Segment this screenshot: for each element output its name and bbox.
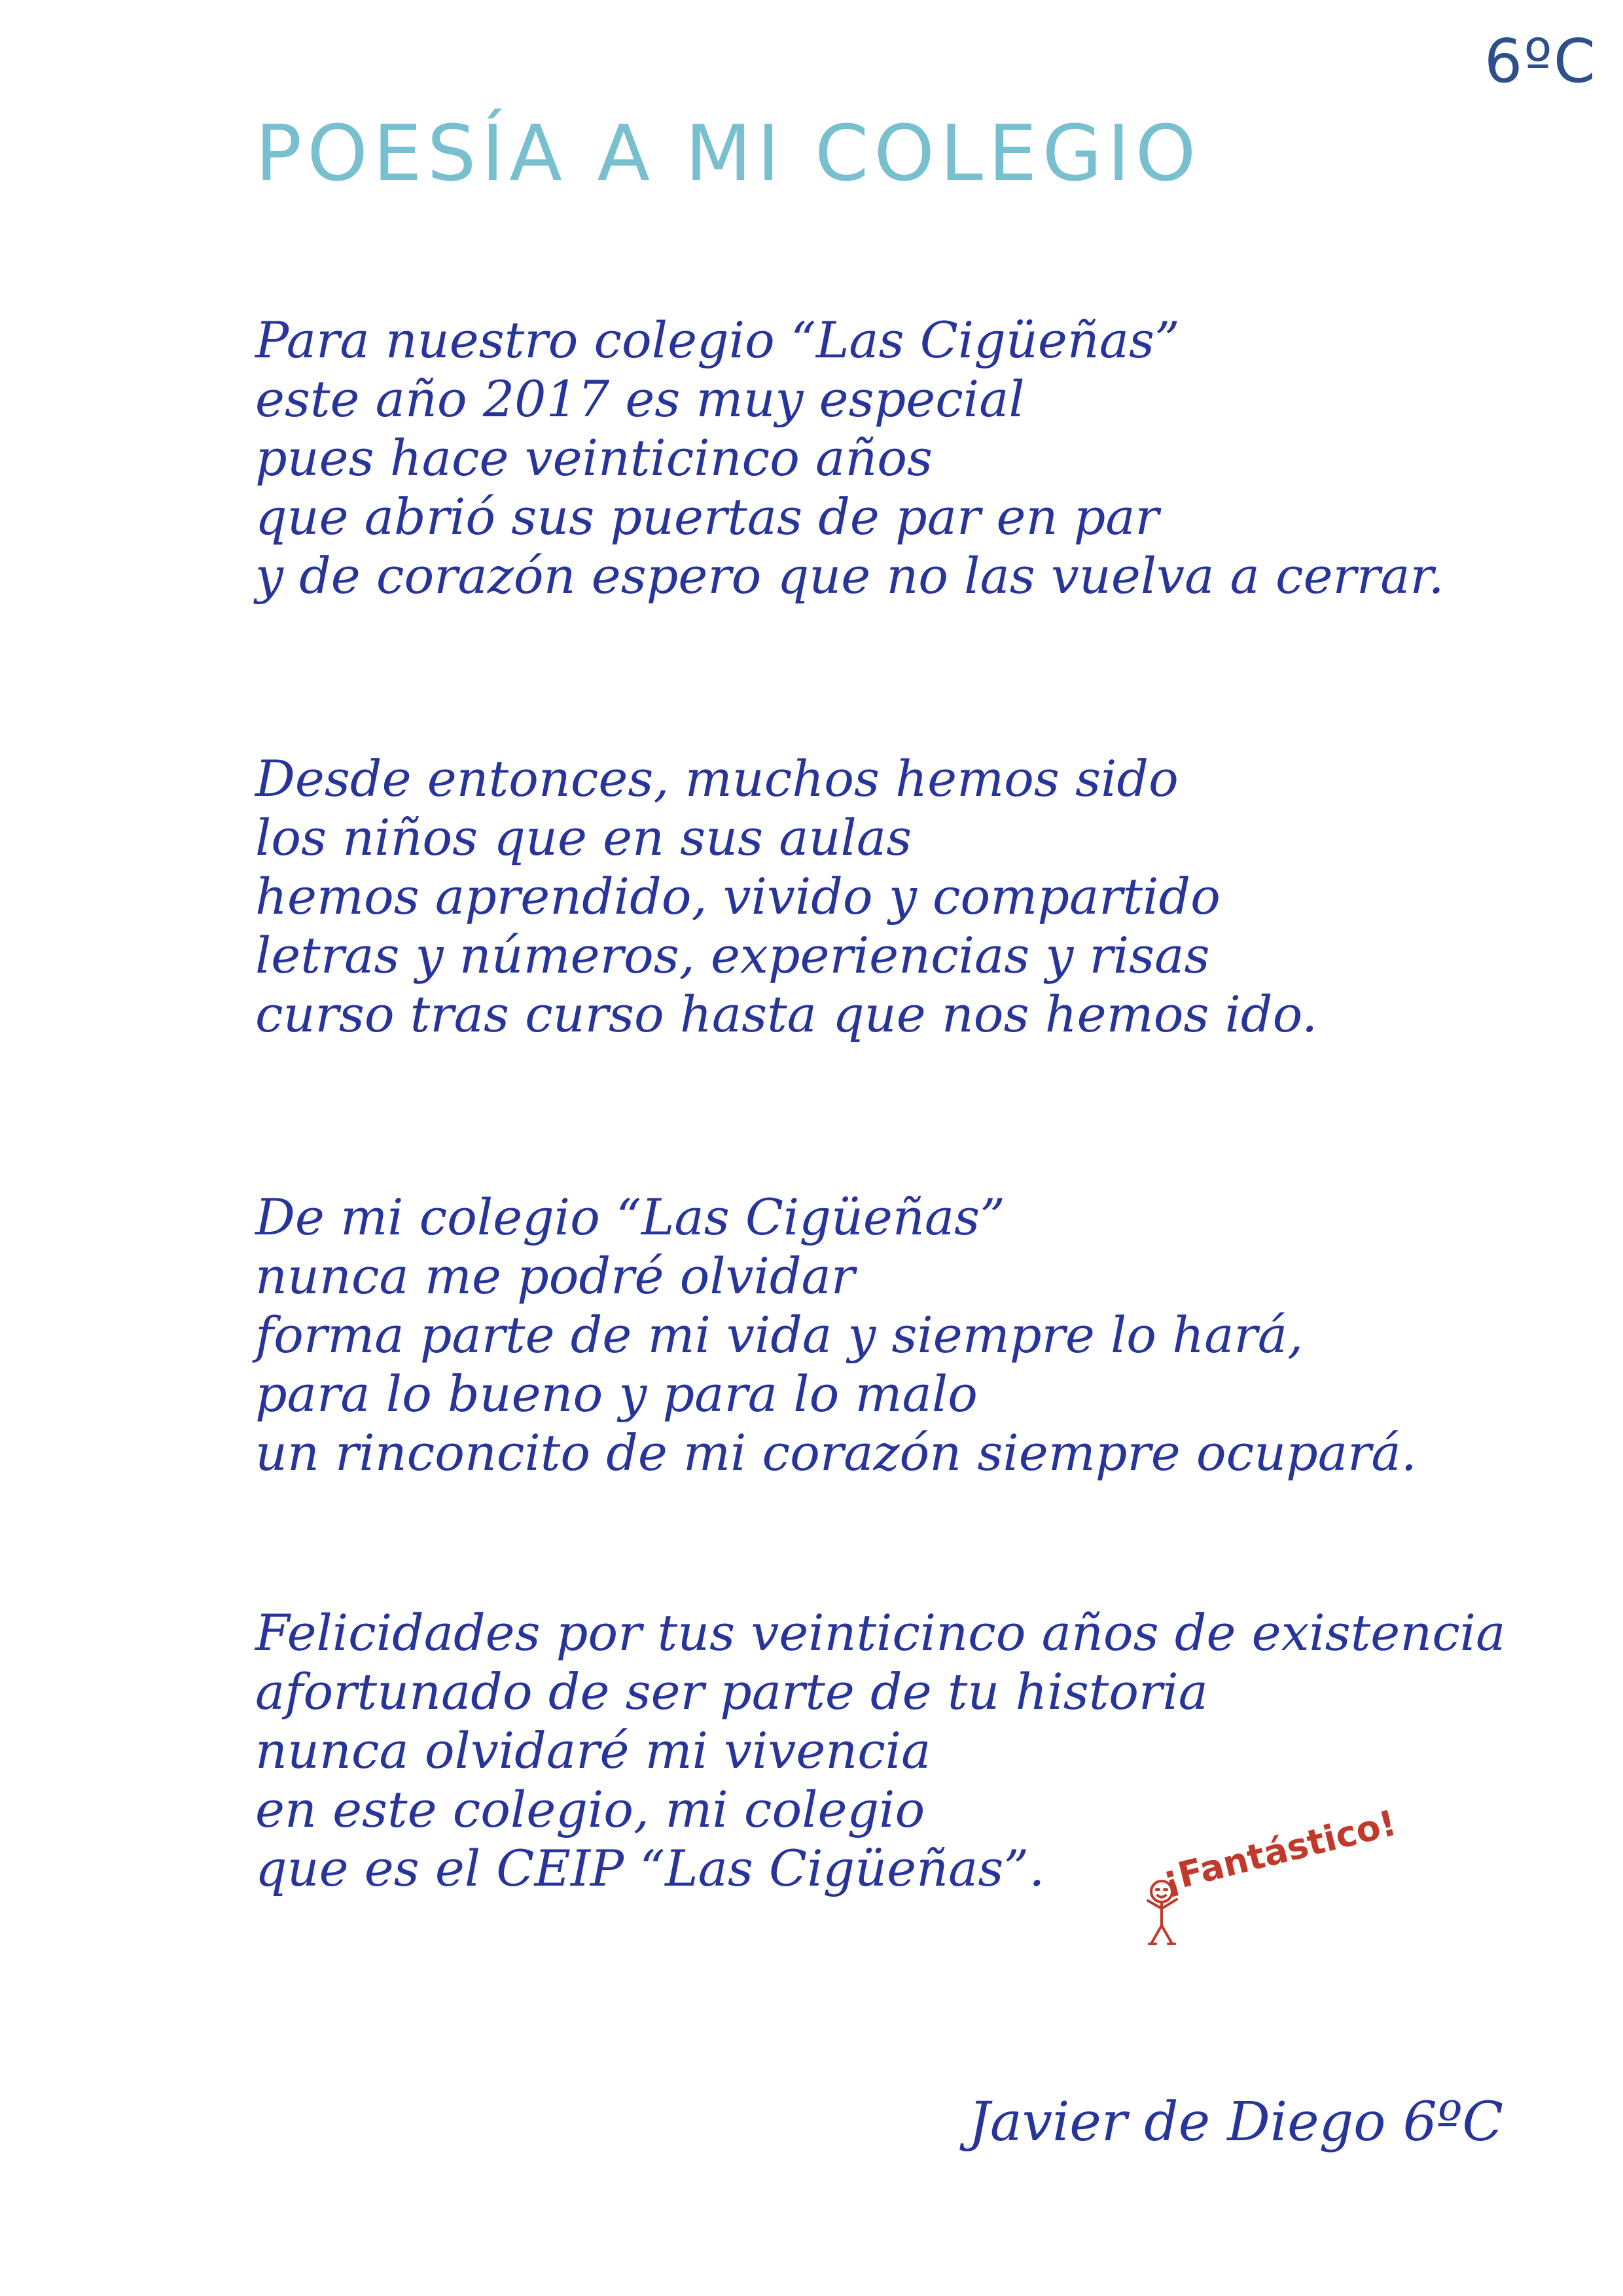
poem-line: para lo bueno y para lo malo xyxy=(255,1365,978,1423)
poem-line: letras y números, experiencias y risas xyxy=(255,926,1210,984)
stamp-text: ¡Fantástico! xyxy=(1158,1802,1400,1900)
poem-line: De mi colegio “Las Cigüeñas” xyxy=(255,1188,1006,1246)
author-signature: Javier de Diego 6ºC xyxy=(969,2091,1504,2153)
stanza-1 xyxy=(255,311,1512,605)
poem-line: en este colegio, mi colegio xyxy=(255,1780,925,1839)
poem-line: Felicidades por tus veinticinco años de existencia xyxy=(255,1604,1506,1662)
fantastico-stamp xyxy=(1132,1802,1400,1964)
poem-line: nunca olvidaré mi vivencia xyxy=(255,1721,931,1780)
poem-line: curso tras curso hasta que nos hemos ido. xyxy=(255,985,1318,1043)
poem-title: POESÍA A MI COLEGIO xyxy=(255,108,1202,198)
poem-line: Para nuestro colegio “Las Cigüeñas” xyxy=(255,311,1180,369)
poem-line: hemos aprendido, vivido y compartido xyxy=(255,867,1221,925)
stanza-3 xyxy=(255,1188,1512,1482)
stanza-2 xyxy=(255,749,1512,1044)
poem-line: y de corazón espero que no las vuelva a cerrar. xyxy=(255,547,1444,605)
poem-line: los niños que en sus aulas xyxy=(255,808,912,867)
poem-line: un rinconcito de mi corazón siempre ocupará. xyxy=(255,1424,1417,1482)
poem-line: este año 2017 es muy especial xyxy=(255,370,1025,428)
poem-line: que abrió sus puertas de par en par xyxy=(255,488,1159,546)
poem-line: afortunado de ser parte de tu historia xyxy=(255,1662,1208,1721)
poem-line: pues hace veinticinco años xyxy=(255,429,933,487)
poem-line: nunca me podré olvidar xyxy=(255,1247,855,1305)
poem-line: Desde entonces, muchos hemos sido xyxy=(255,749,1179,808)
poem-line: que es el CEIP “Las Cigüeñas”. xyxy=(255,1839,1045,1897)
grade-label: 6ºC xyxy=(1484,26,1597,96)
poem-line: forma parte de mi vida y siempre lo hará, xyxy=(255,1306,1304,1364)
